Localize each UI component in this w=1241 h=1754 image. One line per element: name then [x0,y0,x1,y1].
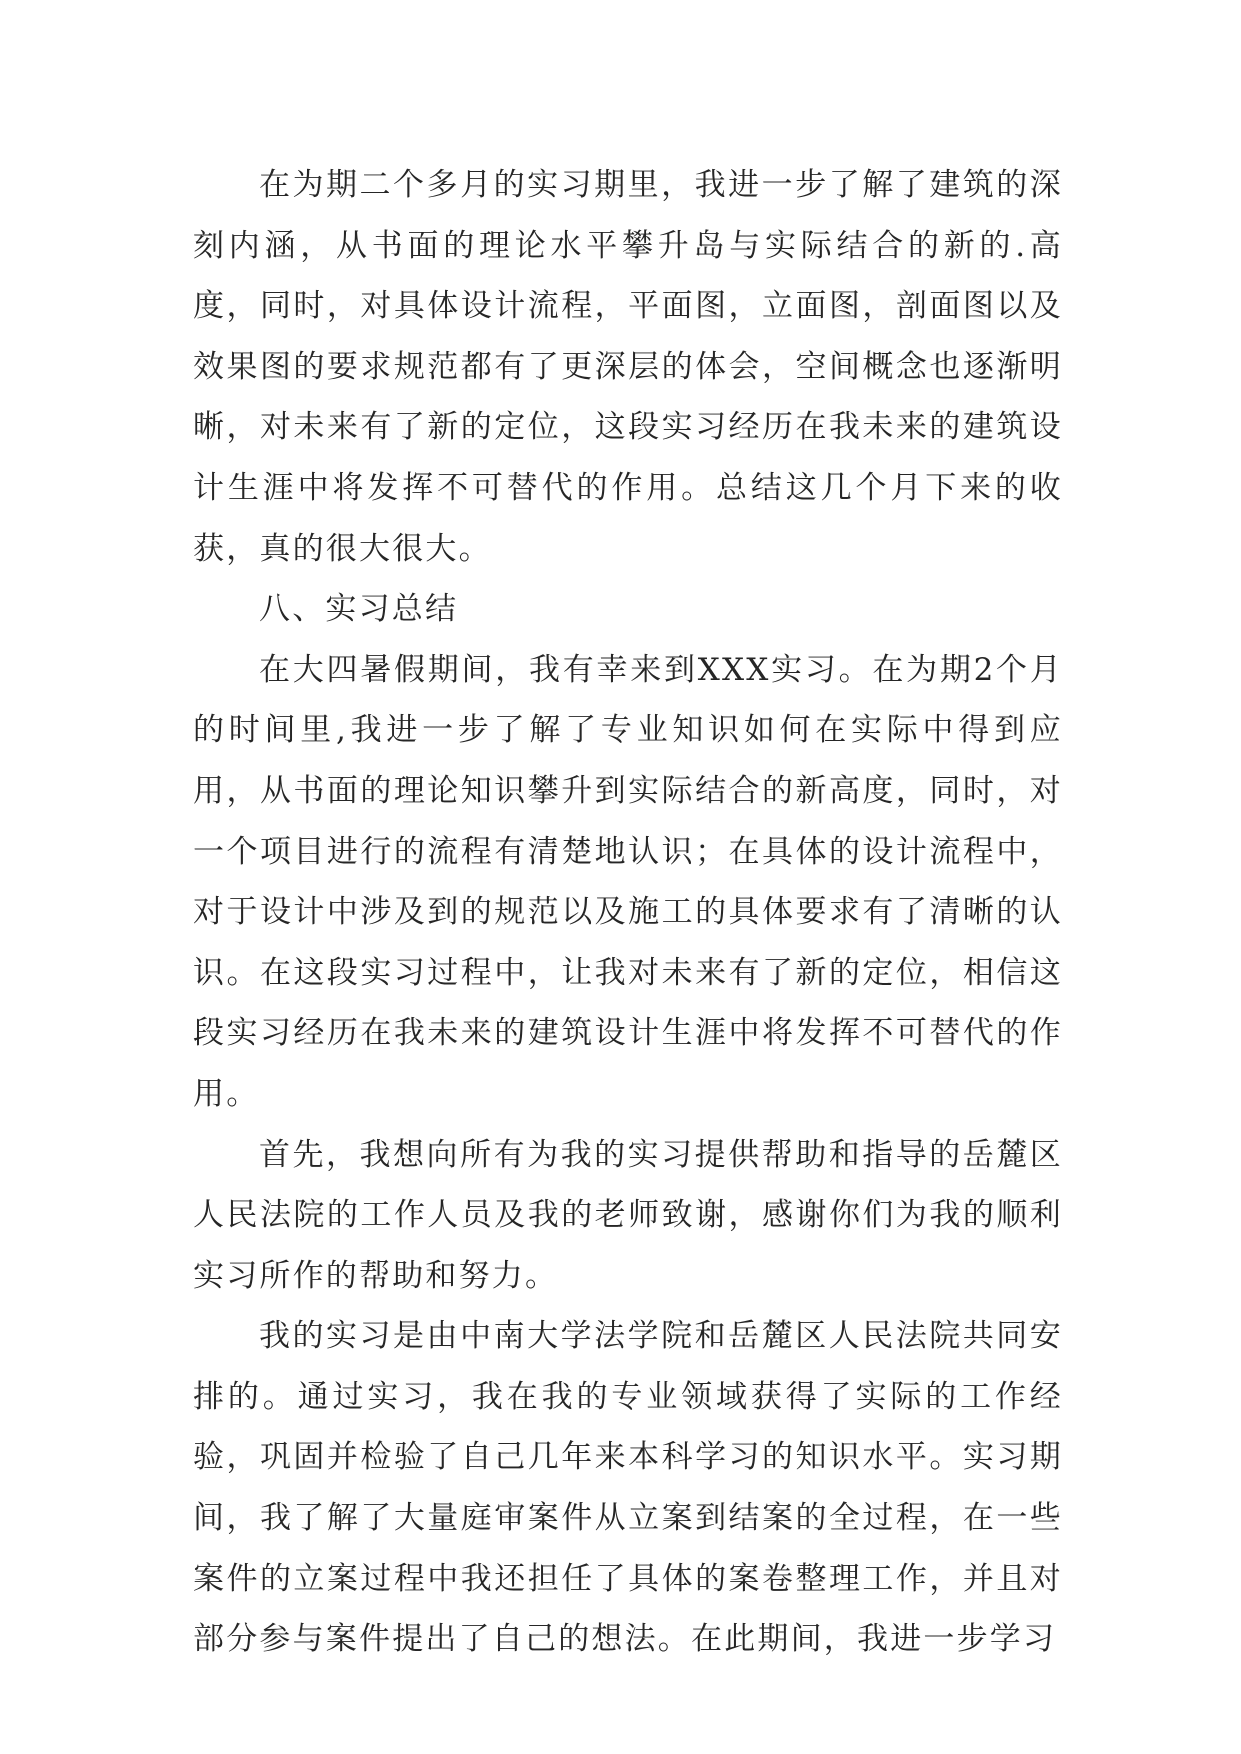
paragraph-summer-internship: 在大四暑假期间，我有幸来到XXX实习。在为期2个月的时间里,我进一步了解了专业知识如何在实际中得到应用，从书面的理论知识攀升到实际结合的新高度，同时，对一个项目进行的流程有清楚地认识；在具体的设计流程中，对于设计中涉及到的规范以及施工的具体要求有了清晰的认识。在这段实习过程中，让我对未来有了新的定位，相信这段实习经历在我未来的建筑设计生涯中将发挥不可替代的作用。 [193,651,1063,1112]
paragraph-internship-arrangement: 我的实习是由中南大学法学院和岳麓区人民法院共同安排的。通过实习，我在我的专业领域获得了实际的工作经验，巩固并检验了自己几年来本科学习的知识水平。实习期间，我了解了大量庭审案件从立案到结案的全过程，在一些案件的立案过程中我还担任了具体的案卷整理工作，并且对部分参与案件提出了自己的想法。在此期间，我进一步学习 [193,1318,1063,1658]
paragraph-internship-experience: 在为期二个多月的实习期里，我进一步了解了建筑的深刻内涵，从书面的理论水平攀升岛与实际结合的新的.高度，同时，对具体设计流程，平面图，立面图，剖面图以及效果图的要求规范都有了更深层的体会，空间概念也逐渐明晰，对未来有了新的定位，这段实习经历在我未来的建筑设计生涯中将发挥不可替代的作用。总结这几个月下来的收获，真的很大很大。 [193,167,1063,567]
paragraph-acknowledgements: 首先，我想向所有为我的实习提供帮助和指导的岳麓区人民法院的工作人员及我的老师致谢，感谢你们为我的顺利实习所作的帮助和努力。 [193,1136,1063,1294]
document-body [193,155,1063,1670]
section-heading-internship-summary: 八、实习总结 [259,591,459,628]
